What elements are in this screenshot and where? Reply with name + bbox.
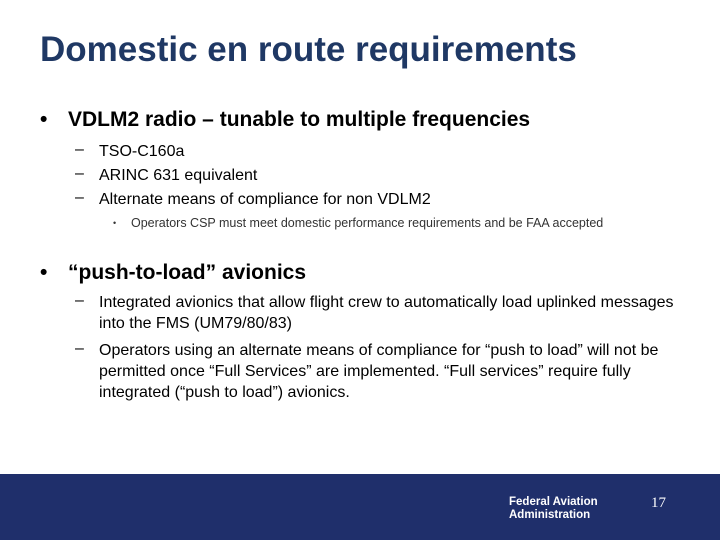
sub-bullet-text: ARINC 631 equivalent: [99, 167, 258, 184]
agency-name: [509, 496, 598, 521]
footer-bar: [0, 474, 720, 540]
sub-bullet-arinc: [75, 165, 685, 186]
sub-bullet-text: TSO-C160a: [99, 143, 185, 160]
bullet-mark: •: [40, 108, 48, 131]
agency-name-line2: Administration: [509, 508, 591, 521]
dash-mark: –: [75, 292, 84, 309]
page-number: 17: [651, 495, 666, 511]
bullet-text: VDLM2 radio – tunable to multiple frequencies: [68, 108, 531, 131]
sub-bullet-tso: [75, 141, 685, 162]
bullet-text: “push-to-load” avionics: [68, 261, 307, 284]
sub-bullet-integrated-avionics: [75, 292, 685, 334]
sub-bullet-operators-alternate: [75, 340, 685, 403]
sub-bullet-text: Integrated avionics that allow flight crew to automatically load uplinked messages into the FMS (UM79/80/83): [99, 294, 674, 332]
slide-title: Domestic en route requirements: [40, 30, 577, 69]
bullet-mark: •: [40, 261, 48, 284]
sub-bullet-alternate-means: [75, 189, 685, 210]
sub-sub-bullet-text: Operators CSP must meet domestic performance requirements and be FAA accepted: [131, 216, 604, 230]
small-bullet-mark: •: [113, 218, 117, 228]
dash-mark: –: [75, 340, 84, 357]
sub-bullet-text: Alternate means of compliance for non VDLM2: [99, 191, 431, 208]
agency-name-line1: Federal Aviation: [509, 496, 598, 508]
dash-mark: –: [75, 141, 84, 158]
sub-bullet-text: Operators using an alternate means of compliance for “push to load” will not be permitted once “Full Services” are implemented. “Full services” require fully integrated (“push to load”) avionics.: [99, 342, 659, 401]
dash-mark: –: [75, 165, 84, 182]
dash-mark: –: [75, 189, 84, 206]
